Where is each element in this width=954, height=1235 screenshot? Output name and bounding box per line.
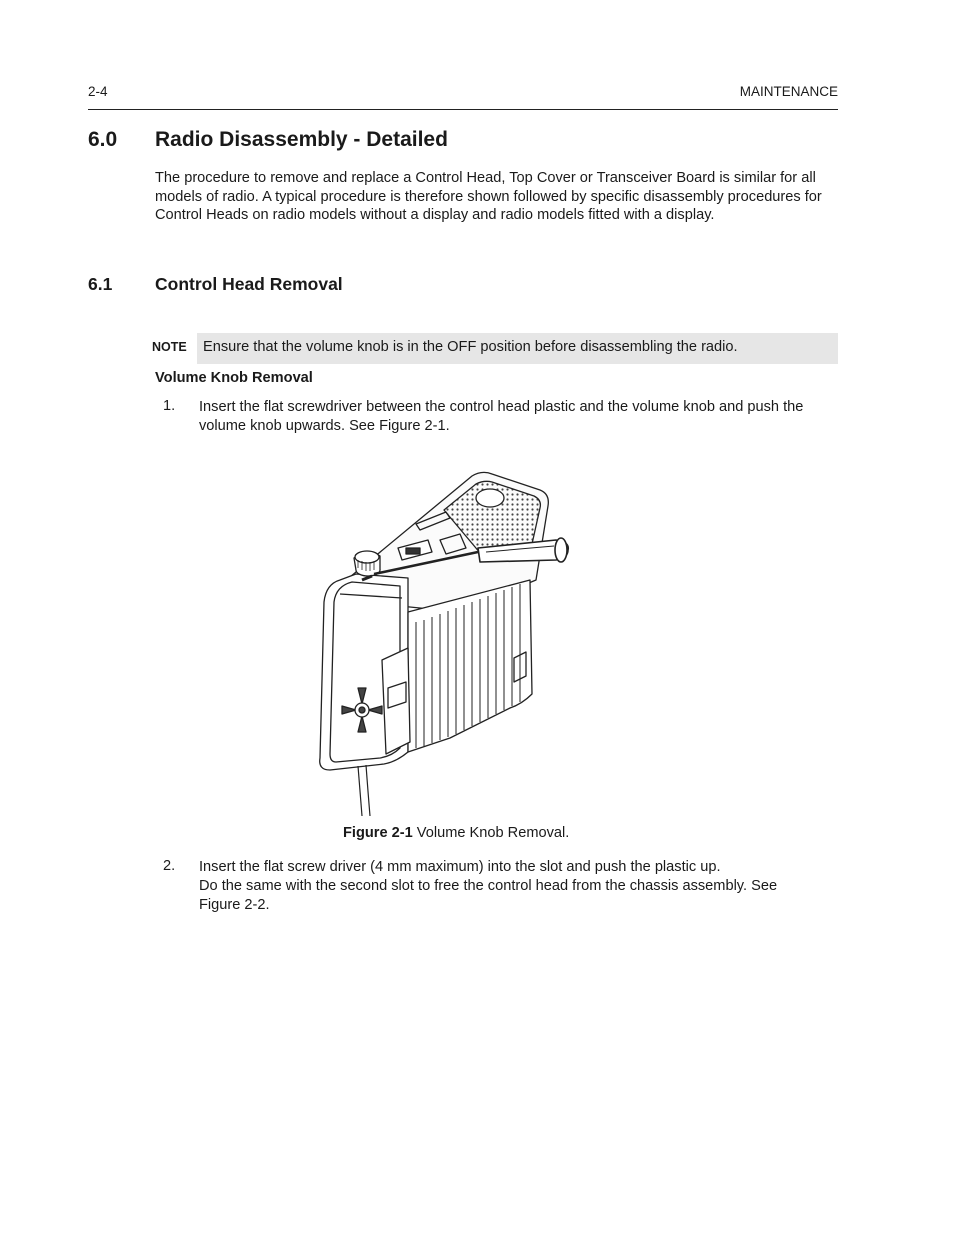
note-label: NOTE xyxy=(152,340,187,354)
step-2-line-3: Figure 2-2. xyxy=(199,897,270,913)
note-text: Ensure that the volume knob is in the OFF position before disassembling the radio. xyxy=(203,339,738,355)
step-2-number: 2. xyxy=(163,858,176,874)
intro-paragraph: The procedure to remove and replace a Control Head, Top Cover or Transceiver Board is similar for all models of radio. A typical procedure is therefore shown followed by specific disassembly procedures for Control Heads on radio models without a display and radio models fitted with a display. xyxy=(155,170,822,224)
section-title: Radio Disassembly - Detailed xyxy=(155,128,448,151)
step-1-line-1: Insert the flat screwdriver between the control head plastic and the volume knob and push the xyxy=(199,399,804,415)
step-2-line-2: Do the same with the second slot to free the control head from the chassis assembly. See xyxy=(199,878,778,894)
header-rule xyxy=(88,109,838,110)
figure-label: Figure 2-1 xyxy=(343,825,413,841)
figure-caption xyxy=(343,825,569,841)
step-2-line-1: Insert the flat screw driver (4 mm maximum) into the slot and push the plastic up. xyxy=(199,859,721,875)
radio-illustration xyxy=(300,462,590,818)
procedure-title: Volume Knob Removal xyxy=(155,370,313,386)
note-box xyxy=(197,333,838,364)
subsection-title: Control Head Removal xyxy=(155,274,343,294)
subsection-number: 6.1 xyxy=(88,274,113,294)
figure-caption-text: Volume Knob Removal. xyxy=(412,825,570,841)
running-header: MAINTENANCE xyxy=(739,84,838,99)
step-1-line-2: volume knob upwards. See Figure 2-1. xyxy=(199,418,450,434)
step-1-number: 1. xyxy=(163,398,176,414)
page-number: 2-4 xyxy=(88,84,108,99)
section-number: 6.0 xyxy=(88,128,118,151)
